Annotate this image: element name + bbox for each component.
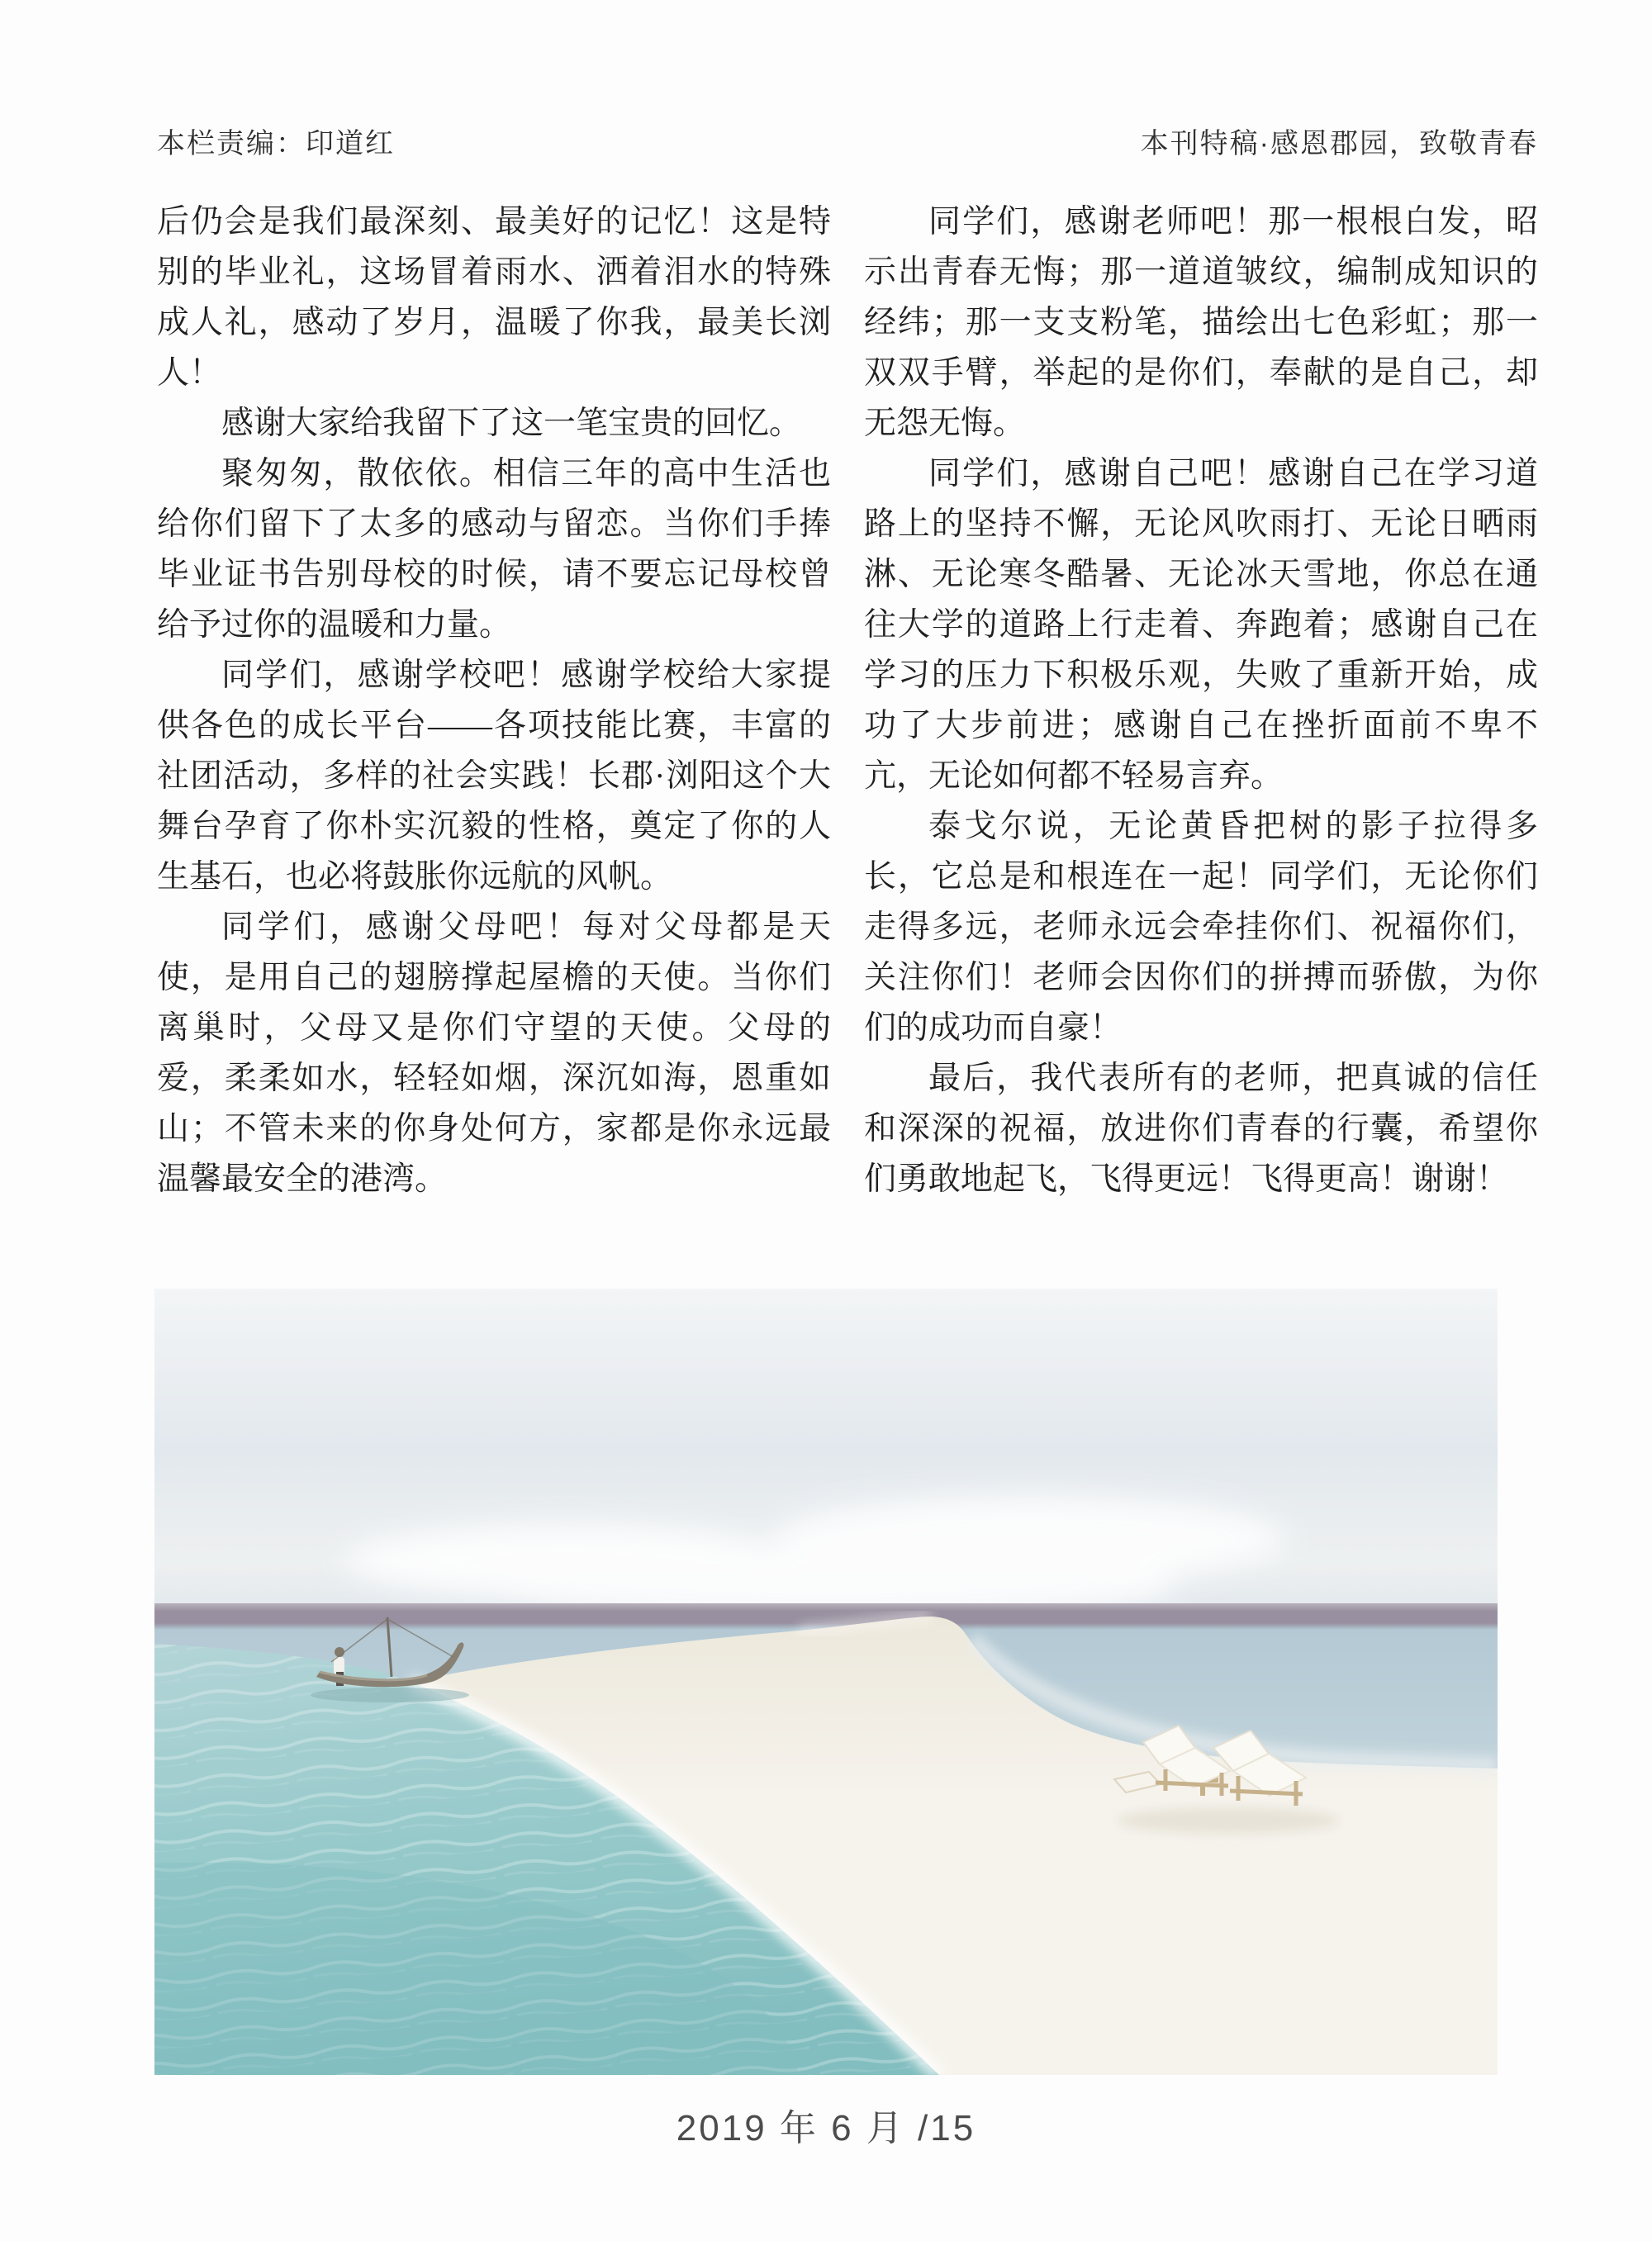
editor-credit: 本栏责编：印道红: [157, 128, 395, 159]
paragraph-2: 感谢大家给我留下了这一笔宝贵的回忆。: [221, 406, 802, 441]
beach-photo-graphic: [154, 1289, 1498, 2075]
article-text: [157, 197, 1538, 1206]
paragraph-1: 后仍会是我们最深刻、最美好的记忆！这是特别的毕业礼，这场冒着雨水、洒着泪水的特殊成人礼，感动了岁月，温暖了你我，最美长浏人！: [157, 204, 831, 391]
paragraph-7: 同学们，感谢自己吧！感谢自己在学习道路上的坚持不懈，无论风吹雨打、无论日晒雨淋、无论寒冬酷暑、无论冰天雪地，你总在通往大学的道路上行走着、奔跑着；感谢自己在学习的压力下积极乐观，失败了重新开始，成功了大步前进；感谢自己在挫折面前不卑不亢，无论如何都不轻易言弃。: [864, 456, 1538, 794]
paragraph-9: 最后，我代表所有的老师，把真诚的信任和深深的祝福，放进你们青春的行囊，希望你们勇敢地起飞，飞得更远！飞得更高！谢谢！: [864, 1061, 1538, 1197]
section-title: 本刊特稿·感恩郡园，致敬青春: [1140, 128, 1538, 159]
paragraph-3: 聚匆匆，散依依。相信三年的高中生活也给你们留下了太多的感动与留恋。当你们手捧毕业证书告别母校的时候，请不要忘记母校曾给予过你的温暖和力量。: [157, 456, 831, 643]
beach-photo: [154, 1289, 1498, 2075]
page-footer: 2019 年 6 月 /15: [676, 2108, 976, 2148]
paragraph-5: 同学们，感谢父母吧！每对父母都是天使，是用自己的翅膀撑起屋檐的天使。当你们离巢时，父母又是你们守望的天使。父母的爱，柔柔如水，轻轻如烟，深沉如海，恩重如山；不管未来的你身处何方，家都是你永远最温馨最安全的港湾。: [157, 909, 831, 1197]
paragraph-4: 同学们，感谢学校吧！感谢学校给大家提供各色的成长平台——各项技能比赛，丰富的社团活动，多样的社会实践！长郡·浏阳这个大舞台孕育了你朴实沉毅的性格，奠定了你的人生基石，也必将鼓胀你远航的风帆。: [157, 658, 831, 895]
paragraph-6: 同学们，感谢老师吧！那一根根白发，昭示出青春无悔；那一道道皱纹，编制成知识的经纬；那一支支粉笔，描绘出七色彩虹；那一双双手臂，举起的是你们，奉献的是自己，却无怨无悔。: [864, 204, 1538, 441]
photo-wash: [154, 1289, 1498, 2075]
paragraph-8: 泰戈尔说，无论黄昏把树的影子拉得多长，它总是和根连在一起！同学们，无论你们走得多远，老师永远会牵挂你们、祝福你们，关注你们！老师会因你们的拼搏而骄傲，为你们的成功而自豪！: [864, 809, 1538, 1046]
